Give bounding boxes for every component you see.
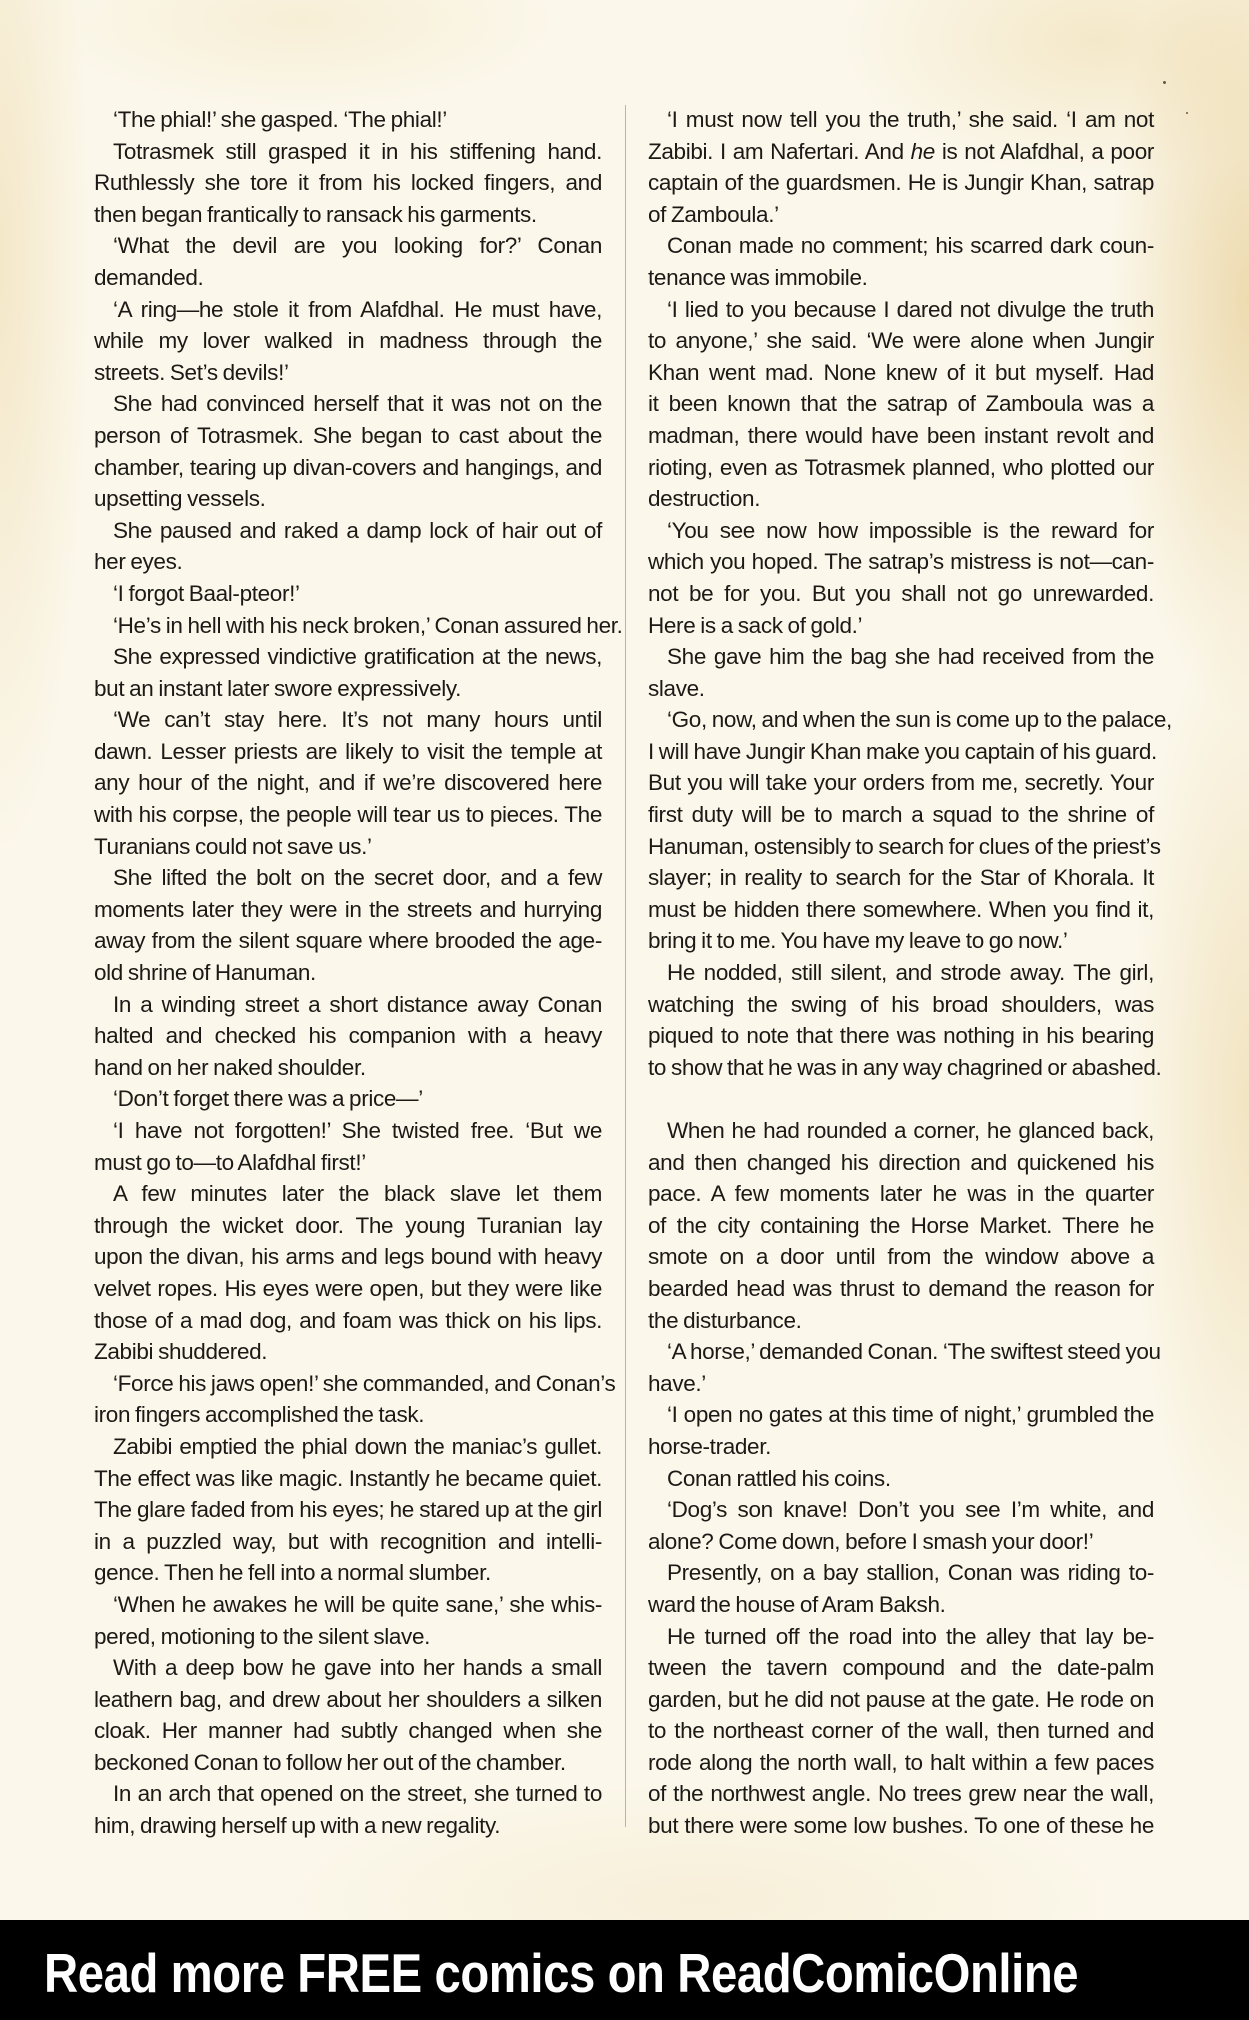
text-line: madman, there would have been instant revolt and <box>648 422 1154 448</box>
text-line: ‘The phial!’ she gasped. ‘The phial!’ <box>113 107 447 132</box>
text-line: to the northeast corner of the wall, then turned and <box>648 1718 1154 1744</box>
text-line: ‘I must now tell you the truth,’ she said. ‘I am not <box>667 107 1154 132</box>
text-line: through the wicket door. The young Turanian lay <box>94 1212 602 1238</box>
text-line: Hanuman, ostensibly to search for clues of the priest’s <box>648 833 1161 859</box>
text-line: ‘Don’t forget there was a price—’ <box>113 1086 423 1112</box>
left-text-column <box>94 104 623 1842</box>
text-line: Turanians could not save us.’ <box>94 833 372 859</box>
column-divider <box>625 105 626 1827</box>
text-line: I will have Jungir Khan make you captain of his guard. <box>648 738 1157 764</box>
paper-speck <box>1163 81 1166 84</box>
text-line: him, drawing herself up with a new regality. <box>94 1813 501 1839</box>
text-line: ‘Force his jaws open!’ she commanded, and Conan’s <box>113 1370 616 1396</box>
text-line: upon the divan, his arms and legs bound with heavy <box>94 1244 602 1270</box>
text-line: ‘We can’t stay here. It’s not many hours until <box>113 707 602 733</box>
text-line: The glare faded from his eyes; he stared up at the girl <box>94 1497 602 1523</box>
text-line: ‘You see now how impossible is the reward for <box>667 517 1154 543</box>
text-line: Presently, on a bay stallion, Conan was riding to- <box>667 1560 1154 1586</box>
text-run: is not Alafdhal, a poor <box>934 138 1154 164</box>
text-line: chamber, tearing up divan-covers and hangings, and <box>94 454 602 480</box>
text-line: Here is a sack of gold.’ <box>648 612 863 638</box>
text-line: ‘What the devil are you looking for?’ Conan <box>113 233 602 259</box>
text-line: She lifted the bolt on the secret door, and a few <box>113 865 602 891</box>
text-line: Khan went mad. None knew of it but myself. Had <box>648 359 1154 385</box>
text-line: upsetting vessels. <box>94 486 266 512</box>
text-line: not be for you. But you shall not go unrewarded. <box>648 580 1154 606</box>
text-line: ‘I forgot Baal-pteor!’ <box>113 580 300 606</box>
text-line: old shrine of Hanuman. <box>94 960 316 986</box>
text-line: Zabibi shuddered. <box>94 1339 268 1365</box>
text-line: ward the house of Aram Baksh. <box>648 1591 946 1617</box>
text-line: pered, motioning to the silent slave. <box>94 1623 431 1649</box>
text-line: her eyes. <box>94 549 183 575</box>
text-line: rode along the north wall, to halt within a few paces <box>648 1749 1154 1775</box>
text-line: She had convinced herself that it was not on the <box>113 391 602 417</box>
text-line: with his corpse, the people will tear us to pieces. The <box>94 802 602 828</box>
text-line: With a deep bow he gave into her hands a small <box>113 1655 602 1681</box>
text-line: iron fingers accomplished the task. <box>94 1402 425 1428</box>
text-line: ‘Go, now, and when the sun is come up to the palace, <box>667 707 1172 733</box>
text-line: He turned off the road into the alley that lay be- <box>667 1623 1154 1649</box>
text-line: in a puzzled way, but with recognition and intelli- <box>94 1528 602 1554</box>
text-line: and then changed his direction and quickened his <box>648 1149 1154 1175</box>
text-line: garden, but he did not pause at the gate. He rode on <box>648 1686 1154 1712</box>
text-line: pace. A few moments later he was in the quarter <box>648 1181 1154 1207</box>
text-line: which you hoped. The satrap’s mistress is not—can- <box>648 549 1154 575</box>
text-line: it been known that the satrap of Zamboula was a <box>648 391 1154 417</box>
text-line: ‘When he awakes he will be quite sane,’ she whis- <box>113 1591 602 1617</box>
text-line: When he had rounded a corner, he glanced back, <box>667 1118 1154 1143</box>
text-line: bearded head was thrust to demand the reason for <box>648 1275 1154 1301</box>
text-line: ‘I lied to you because I dared not divulge the truth <box>667 296 1154 322</box>
text-line: Conan made no comment; his scarred dark coun- <box>667 233 1154 259</box>
text-line: She gave him the bag she had received from the <box>667 644 1154 670</box>
text-line: must go to—to Alafdhal first!’ <box>94 1149 366 1175</box>
text-line: dawn. Lesser priests are likely to visit the temple at <box>94 738 602 764</box>
text-line: velvet ropes. His eyes were open, but they were like <box>94 1275 602 1301</box>
text-line: the disturbance. <box>648 1307 802 1333</box>
text-line: ‘I have not forgotten!’ She twisted free. ‘But we <box>113 1118 602 1143</box>
italic-emphasis: he <box>910 138 935 164</box>
text-line: ‘A ring—he stole it from Alafdhal. He must have, <box>113 296 602 322</box>
paper-speck <box>1186 112 1188 114</box>
text-line: Totrasmek still grasped it in his stiffening hand. <box>113 138 602 164</box>
text-line: destruction. <box>648 486 761 512</box>
text-line: must be hidden there somewhere. When you find it, <box>648 896 1154 922</box>
text-line: Conan rattled his coins. <box>667 1465 891 1491</box>
text-line: beckoned Conan to follow her out of the chamber. <box>94 1749 566 1775</box>
text-line: She expressed vindictive gratification at the news, <box>113 644 602 670</box>
text-line: In an arch that opened on the street, she turned to <box>113 1781 602 1807</box>
text-line: ‘A horse,’ demanded Conan. ‘The swiftest steed you <box>667 1339 1161 1365</box>
text-line: horse-trader. <box>648 1433 772 1459</box>
text-line: slayer; in reality to search for the Star of Khorala. It <box>648 865 1154 891</box>
text-line: ‘Dog’s son knave! Don’t you see I’m white, and <box>667 1497 1154 1523</box>
text-line: of the northwest angle. No trees grew near the wall, <box>648 1781 1154 1807</box>
text-line: leathern bag, and drew about her shoulders a silken <box>94 1686 602 1712</box>
text-line: moments later they were in the streets and hurrying <box>94 896 602 922</box>
text-line: piqued to note that there was nothing in his bearing <box>648 1023 1154 1049</box>
text-line: first duty will be to march a squad to the shrine of <box>648 802 1154 828</box>
text-line <box>648 136 1154 168</box>
text-line: ‘He’s in hell with his neck broken,’ Conan assured her. <box>113 612 623 638</box>
text-line: but there were some low bushes. To one of these he <box>648 1813 1154 1839</box>
text-run: Zabibi. I am Nafertari. And <box>648 138 911 164</box>
text-line: alone? Come down, before I smash your door!’ <box>648 1528 1094 1554</box>
promo-banner[interactable] <box>0 1920 1249 2020</box>
text-line: streets. Set’s devils!’ <box>94 359 289 385</box>
text-line: But you will take your orders from me, secretly. Your <box>648 770 1154 796</box>
text-line: then began frantically to ransack his garments. <box>94 201 537 227</box>
text-line: halted and checked his companion with a heavy <box>94 1023 602 1049</box>
text-line: slave. <box>648 675 705 701</box>
text-line: tenance was immobile. <box>648 264 868 290</box>
text-line: She paused and raked a damp lock of hair out of <box>113 517 602 543</box>
text-line: A few minutes later the black slave let them <box>113 1181 602 1207</box>
text-line: captain of the guardsmen. He is Jungir Khan, satrap <box>648 170 1154 196</box>
text-line: demanded. <box>94 264 204 290</box>
text-line: In a winding street a short distance away Conan <box>113 991 602 1017</box>
text-line: but an instant later swore expressively. <box>94 675 462 701</box>
text-line: hand on her naked shoulder. <box>94 1054 366 1080</box>
text-line: have.’ <box>648 1370 706 1396</box>
text-line: smote on a door until from the window above a <box>648 1244 1154 1270</box>
text-line: tween the tavern compound and the date-palm <box>648 1655 1154 1681</box>
text-line: to show that he was in any way chagrined or abashed. <box>648 1054 1162 1080</box>
text-line: rioting, even as Totrasmek planned, who plotted our <box>648 454 1154 480</box>
text-line: He nodded, still silent, and strode away. The girl, <box>667 960 1154 986</box>
text-line: any hour of the night, and if we’re discovered here <box>94 770 602 796</box>
text-line: of Zamboula.’ <box>648 201 779 227</box>
text-line: ‘I open no gates at this time of night,’ grumbled the <box>667 1402 1154 1428</box>
text-line: cloak. Her manner had subtly changed when she <box>94 1718 602 1744</box>
section-break <box>648 1083 1154 1115</box>
text-line: The effect was like magic. Instantly he became quiet. <box>94 1465 602 1491</box>
right-text-column <box>648 104 1172 1842</box>
promo-banner-text[interactable]: Read more FREE comics on ReadComicOnline <box>44 1942 1079 2004</box>
text-line: Ruthlessly she tore it from his locked fingers, and <box>94 170 602 196</box>
text-line: bring it to me. You have my leave to go now.’ <box>648 928 1068 954</box>
text-line: watching the swing of his broad shoulders, was <box>648 991 1154 1017</box>
text-line: of the city containing the Horse Market. There he <box>648 1212 1154 1238</box>
text-line: those of a mad dog, and foam was thick on his lips. <box>94 1307 602 1333</box>
text-line: to anyone,’ she said. ‘We were alone when Jungir <box>648 328 1154 354</box>
text-line: while my lover walked in madness through the <box>94 328 602 354</box>
text-line: away from the silent square where brooded the age- <box>94 928 602 954</box>
text-line: person of Totrasmek. She began to cast about the <box>94 422 602 448</box>
text-line: gence. Then he fell into a normal slumber. <box>94 1560 491 1586</box>
text-line: Zabibi emptied the phial down the maniac’s gullet. <box>113 1433 602 1459</box>
